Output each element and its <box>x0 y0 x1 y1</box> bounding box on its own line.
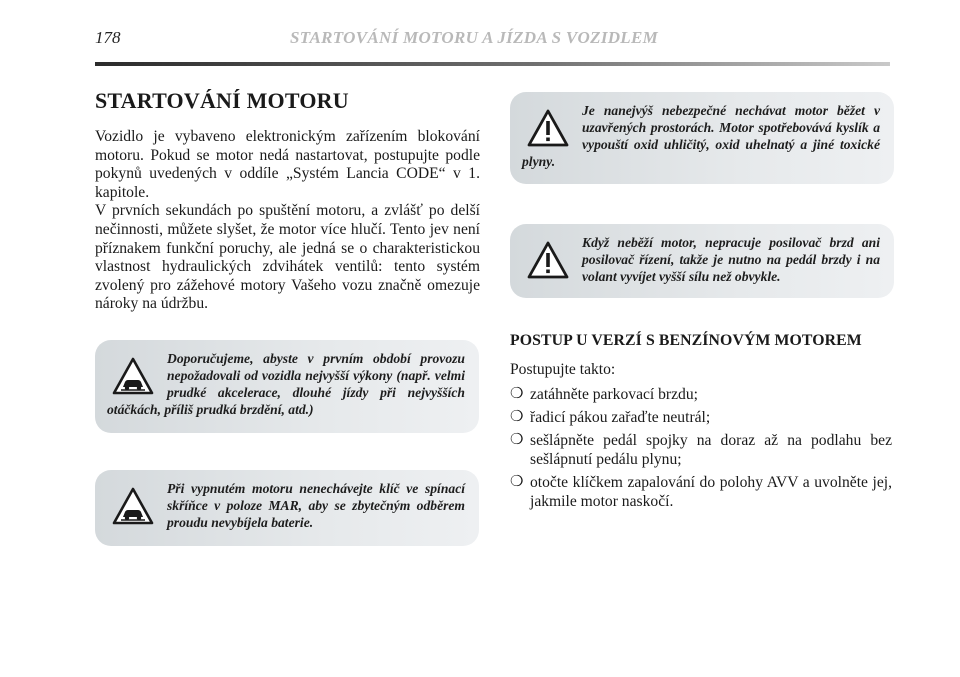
list-item: ❍ sešlápněte pedál spojky na doraz až na podlahu bez sešlápnutí pedálu plynu; <box>510 432 892 468</box>
note-battery <box>95 470 479 546</box>
bullet-circle-icon: ❍ <box>510 409 524 425</box>
procedure-steps <box>510 385 892 511</box>
page-number: 178 <box>95 28 121 47</box>
bullet-circle-icon: ❍ <box>510 474 524 490</box>
warning-triangle-icon <box>526 108 570 148</box>
section-title: STARTOVÁNÍ MOTORU <box>95 88 349 113</box>
bullet-circle-icon: ❍ <box>510 432 524 448</box>
warning-exhaust-text: Je nanejvýš nebezpečné nechávat motor běžet v uzavřených prostorách. Motor spotřebovává kyslík a vypouští oxid uhličitý, oxid uhelnatý a jiné toxické plyny. <box>522 103 880 169</box>
right-column-procedure <box>510 332 892 515</box>
warning-exhaust <box>510 92 894 184</box>
note-battery-text: Při vypnutém motoru nenechávejte klíč ve spínací skříňce v poloze MAR, aby se zbytečným odběrem proudu nevybíjela baterie. <box>167 481 465 530</box>
warning-power-assist <box>510 224 894 298</box>
list-item: ❍ zatáhněte parkovací brzdu; <box>510 386 698 403</box>
left-column <box>95 88 480 314</box>
warning-power-assist-text: Když neběží motor, nepracuje posilovač brzd ani posilovač řízení, takže je nutno na pedál brzdy i na volant vyvíjet vyšší sílu než obvykle. <box>582 235 880 284</box>
page-header <box>95 28 885 56</box>
car-caution-icon <box>111 356 155 396</box>
paragraph-immobilizer: Vozidlo je vybaveno elektronickým zařízením blokování motoru. Pokud se motor nedá nastartovat, postupujte podle pokynů uvedených v oddíle „Systém Lancia CODE“ v 1. kapitole. <box>95 128 480 201</box>
paragraph-engine-noise: V prvních sekundách po spuštění motoru, a zvlášť po delší nečinnosti, můžete slyšet, že motor více hlučí. Tento jev není příznakem funkční poruchy, ale jedná se o charakteristickou vlastnost hydraulických zdvihátek ventilů: tento systém zvolený pro zážehové motory Vašeho vozu značně omezuje nároky na údržbu. <box>95 202 480 313</box>
note-break-in-text: Doporučujeme, abyste v prvním období provozu nepožadovali od vozidla nejvyšší výkony (např. velmi prudké akcelerace, dlouhé jízdy při nejvyšších otáčkách, příliš prudká brzdění, atd.) <box>107 351 465 417</box>
list-item: ❍ otočte klíčkem zapalování do polohy AVV a uvolněte jej, jakmile motor naskočí. <box>510 474 892 510</box>
procedure-intro: Postupujte takto: <box>510 361 616 378</box>
warning-triangle-icon <box>526 240 570 280</box>
bullet-circle-icon: ❍ <box>510 386 524 402</box>
car-caution-icon <box>111 486 155 526</box>
running-title: STARTOVÁNÍ MOTORU A JÍZDA S VOZIDLEM <box>290 28 659 47</box>
subsection-title: POSTUP U VERZÍ S BENZÍNOVÝM MOTOREM <box>510 332 862 349</box>
note-break-in <box>95 340 479 433</box>
list-item: ❍ řadicí pákou zařaďte neutrál; <box>510 409 711 426</box>
header-rule <box>95 62 890 66</box>
